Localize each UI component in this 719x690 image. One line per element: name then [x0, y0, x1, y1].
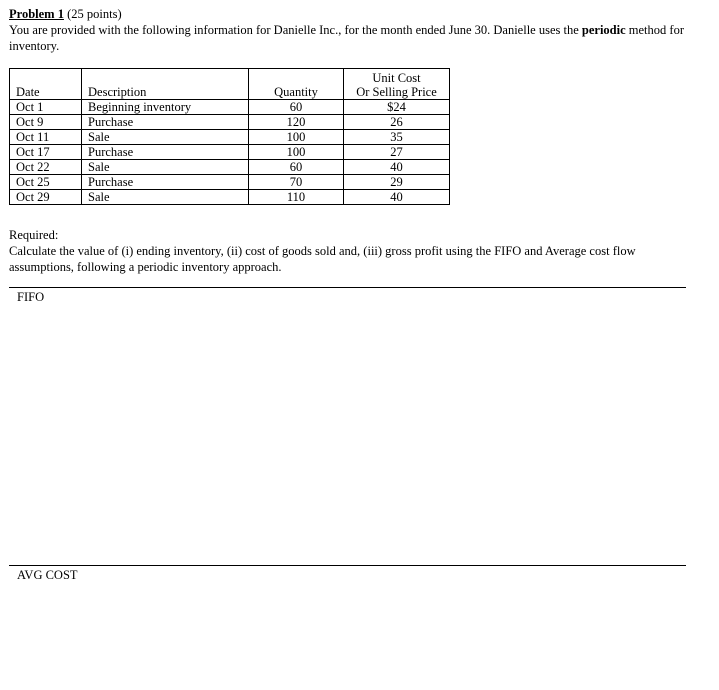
- inventory-table: [9, 68, 450, 205]
- cell-quantity: 120: [249, 115, 344, 130]
- header-unit-cost: [344, 69, 450, 100]
- avg-cost-section: [9, 565, 686, 583]
- cell-quantity: 100: [249, 130, 344, 145]
- problem-points: (25 points): [63, 7, 122, 21]
- intro-text-2: method for inventory.: [9, 23, 684, 53]
- fifo-section: [9, 287, 686, 305]
- cell-quantity: 100: [249, 145, 344, 160]
- header-date: Date: [10, 69, 82, 100]
- cell-date: Oct 25: [10, 175, 82, 190]
- table-header-row: [10, 69, 450, 100]
- table-row: [10, 145, 450, 160]
- header-quantity: Quantity: [249, 69, 344, 100]
- required-block: [9, 227, 699, 275]
- cell-unit: 35: [344, 130, 450, 145]
- cell-unit: 40: [344, 190, 450, 205]
- table-row: [10, 130, 450, 145]
- cell-date: Oct 11: [10, 130, 82, 145]
- avg-cost-label: AVG COST: [17, 568, 78, 582]
- table-row: [10, 190, 450, 205]
- cell-date: Oct 29: [10, 190, 82, 205]
- header-unit-line1: Unit Cost: [372, 71, 421, 85]
- cell-unit: 26: [344, 115, 450, 130]
- cell-description: Sale: [82, 130, 249, 145]
- table-row: [10, 100, 450, 115]
- cell-description: Purchase: [82, 145, 249, 160]
- intro-bold-periodic: periodic: [581, 23, 626, 37]
- cell-unit: $24: [344, 100, 450, 115]
- problem-header: [9, 6, 699, 54]
- cell-date: Oct 1: [10, 100, 82, 115]
- cell-unit: 40: [344, 160, 450, 175]
- table-row: [10, 115, 450, 130]
- problem-intro: [9, 22, 699, 54]
- required-label: Required:: [9, 228, 59, 242]
- table-row: [10, 175, 450, 190]
- cell-date: Oct 22: [10, 160, 82, 175]
- fifo-label: FIFO: [17, 290, 45, 304]
- problem-title: Problem 1: [9, 7, 64, 21]
- cell-description: Purchase: [82, 115, 249, 130]
- table-row: [10, 160, 450, 175]
- cell-description: Beginning inventory: [82, 100, 249, 115]
- required-text: Calculate the value of (i) ending inventory, (ii) cost of goods sold and, (iii) gross profit using the FIFO and Average cost flow assumptions, following a periodic inventory approach.: [9, 244, 636, 274]
- cell-date: Oct 9: [10, 115, 82, 130]
- cell-description: Purchase: [82, 175, 249, 190]
- cell-date: Oct 17: [10, 145, 82, 160]
- cell-quantity: 70: [249, 175, 344, 190]
- cell-unit: 27: [344, 145, 450, 160]
- cell-quantity: 60: [249, 100, 344, 115]
- cell-description: Sale: [82, 190, 249, 205]
- cell-unit: 29: [344, 175, 450, 190]
- header-unit-line2: Or Selling Price: [356, 85, 437, 99]
- cell-description: Sale: [82, 160, 249, 175]
- cell-quantity: 110: [249, 190, 344, 205]
- header-description: Description: [82, 69, 249, 100]
- cell-quantity: 60: [249, 160, 344, 175]
- intro-text-1: You are provided with the following information for Danielle Inc., for the month ended June 30. Danielle uses the: [9, 23, 582, 37]
